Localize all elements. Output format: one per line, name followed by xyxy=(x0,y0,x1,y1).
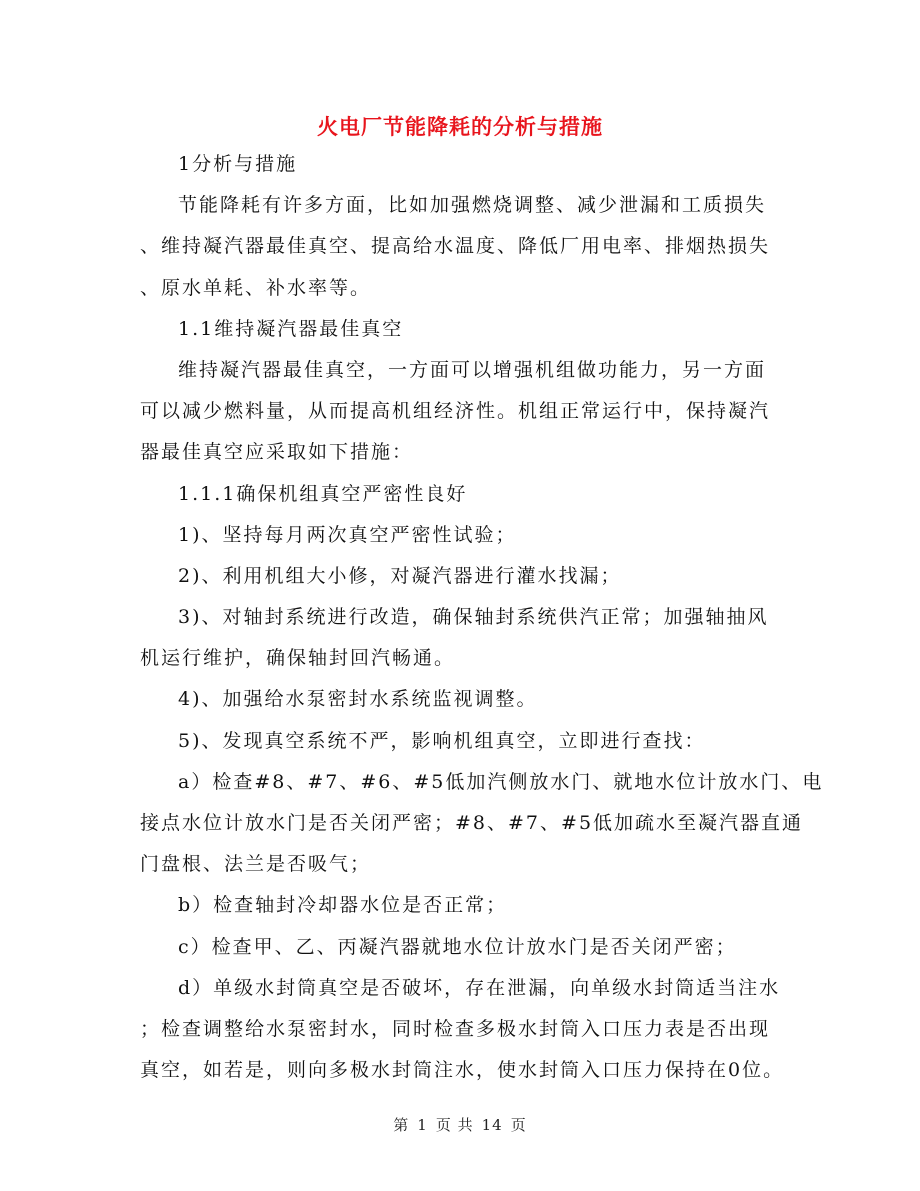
list-item: ；检查调整给水泵密封水，同时检查多极水封筒入口压力表是否出现 xyxy=(140,1017,771,1040)
paragraph-line: 可以减少燃料量，从而提高机组经济性。机组正常运行中，保持凝汽 xyxy=(140,400,771,423)
document-title: 火电厂节能降耗的分析与措施 xyxy=(317,114,603,139)
paragraph-line: 维持凝汽器最佳真空，一方面可以增强机组做功能力，另一方面 xyxy=(178,358,767,381)
paragraph-line: 节能降耗有许多方面，比如加强燃烧调整、减少泄漏和工质损失 xyxy=(178,194,767,217)
list-item: 1)、坚持每月两次真空严密性试验； xyxy=(178,523,517,546)
paragraph-line: 器最佳真空应采取如下措施： xyxy=(140,441,414,464)
section-heading: 1分析与措施 xyxy=(178,153,298,175)
list-item: a）检查#8、#7、#6、#5低加汽侧放水门、就地水位计放水门、电 xyxy=(178,770,824,793)
paragraph-line: 、原水单耗、补水率等。 xyxy=(140,276,372,299)
list-item: 机运行维护，确保轴封回汽畅通。 xyxy=(140,647,456,670)
list-item: 5)、发现真空系统不严，影响机组真空，立即进行查找： xyxy=(178,729,706,752)
list-item: 真空，如若是，则向多极水封筒注水，使水封筒入口压力保持在0位。 xyxy=(140,1059,785,1082)
footer-prefix: 第 xyxy=(393,1116,410,1134)
list-item: 2)、利用机组大小修，对凝汽器进行灌水找漏； xyxy=(178,564,622,587)
total-pages: 14 xyxy=(481,1116,503,1134)
footer-suffix: 页 xyxy=(510,1116,527,1134)
list-item: 4)、加强给水泵密封水系统监视调整。 xyxy=(178,688,538,711)
paragraph-line: 、维持凝汽器最佳真空、提高给水温度、降低厂用电率、排烟热损失 xyxy=(140,235,771,258)
section-heading: 1.1维持凝汽器最佳真空 xyxy=(178,317,404,340)
document-body xyxy=(140,144,824,1091)
list-item: c）检查甲、乙、丙凝汽器就地水位计放水门是否关闭严密； xyxy=(178,935,737,958)
list-item: 接点水位计放水门是否关闭严密；#8、#7、#5低加疏水至凝汽器直通 xyxy=(140,812,804,834)
footer-mid: 页 共 xyxy=(435,1116,474,1134)
list-item: d）单级水封筒真空是否破坏，存在泄漏，向单级水封筒适当注水 xyxy=(178,976,781,999)
list-item: 3)、对轴封系统进行改造，确保轴封系统供汽正常；加强轴抽风 xyxy=(178,606,769,629)
section-heading: 1.1.1确保机组真空严密性良好 xyxy=(178,482,468,505)
list-item: b）检查轴封冷却器水位是否正常； xyxy=(178,894,508,917)
list-item: 门盘根、法兰是否吸气； xyxy=(140,853,372,876)
page-number: 1 xyxy=(417,1116,428,1134)
page-footer xyxy=(0,1114,920,1135)
